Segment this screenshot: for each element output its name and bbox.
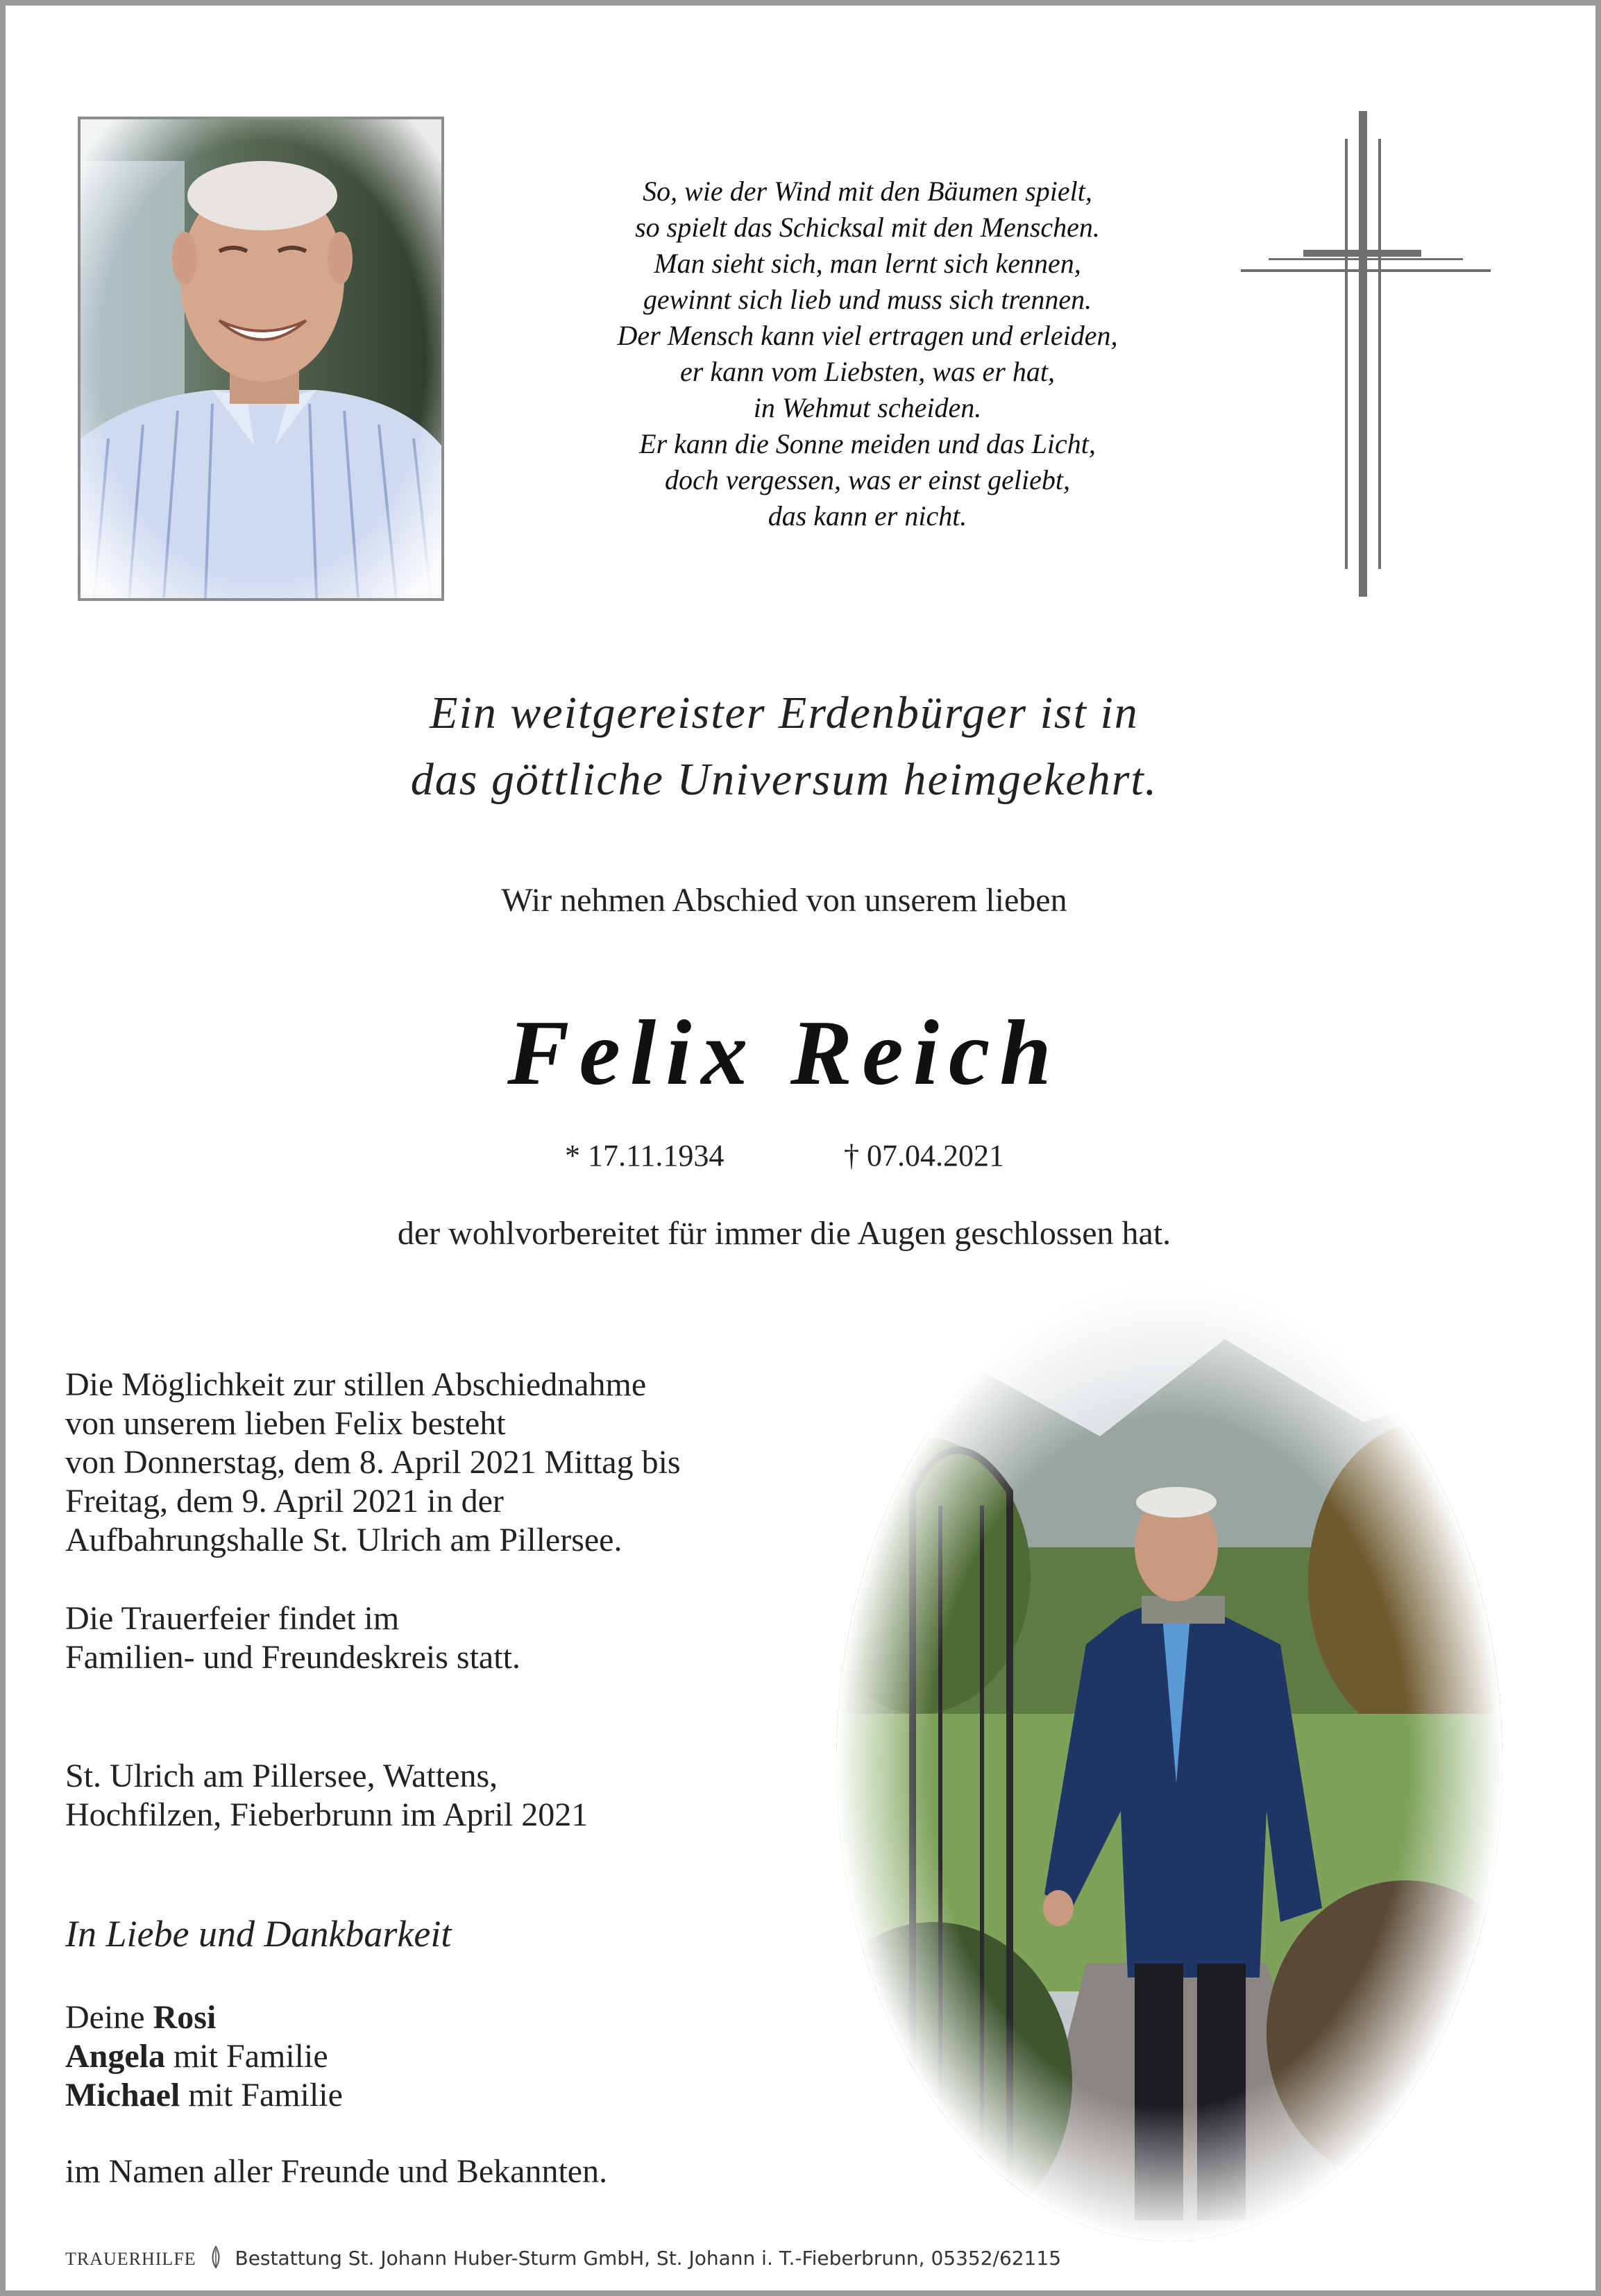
farewell-info bbox=[65, 1366, 681, 1560]
motto bbox=[278, 680, 1291, 813]
info-line: von Donnerstag, dem 8. April 2021 Mittag bis bbox=[65, 1444, 681, 1481]
poem-line: doch vergessen, was er einst geliebt, bbox=[665, 464, 1070, 495]
garden-photo bbox=[836, 1284, 1502, 2241]
poem-line: Man sieht sich, man lernt sich kennen, bbox=[654, 248, 1081, 279]
footer bbox=[65, 2245, 1061, 2270]
place-date bbox=[65, 1757, 588, 1835]
poem-line: So, wie der Wind mit den Bäumen spielt, bbox=[643, 176, 1092, 207]
poem-line: gewinnt sich lieb und muss sich trennen. bbox=[643, 284, 1092, 315]
poem bbox=[486, 173, 1249, 534]
info-line: Hochfilzen, Fieberbrunn im April 2021 bbox=[65, 1796, 588, 1833]
motto-line: das göttliche Universum heimgekehrt. bbox=[410, 754, 1158, 805]
leaf-icon bbox=[208, 2245, 223, 2269]
mourner-line bbox=[65, 1998, 343, 2037]
mourners-list bbox=[65, 1998, 343, 2115]
portrait-illustration bbox=[81, 119, 441, 598]
poem-line: in Wehmut scheiden. bbox=[753, 392, 982, 423]
mourner-prefix: Deine bbox=[65, 1999, 145, 2036]
poem-line: Er kann die Sonne meiden und das Licht, bbox=[639, 428, 1096, 459]
info-line: Familien- und Freundeskreis statt. bbox=[65, 1639, 520, 1676]
deceased-name: Felix Reich bbox=[507, 1001, 1061, 1104]
footer-text: Bestattung St. Johann Huber-Sturm GmbH, St. Johann i. T.-Fieberbrunn, 05352/62115 bbox=[235, 2247, 1062, 2270]
portrait-photo bbox=[78, 117, 444, 601]
info-line: Aufbahrungshalle St. Ulrich am Pillersee. bbox=[65, 1522, 622, 1558]
dankbarkeit-heading: In Liebe und Dankbarkeit bbox=[65, 1913, 452, 1955]
info-line: Die Trauerfeier findet im bbox=[65, 1600, 400, 1637]
ceremony-info bbox=[65, 1599, 520, 1677]
closing-text: der wohlvorbereitet für immer die Augen geschlossen hat. bbox=[397, 1215, 1171, 1252]
info-line: von unserem lieben Felix besteht bbox=[65, 1405, 506, 1442]
mourner-name: Rosi bbox=[153, 1999, 217, 2036]
mourner-name: Michael bbox=[65, 2077, 180, 2114]
footer-brand: TRAUERHILFE bbox=[65, 2249, 196, 2269]
poem-line: so spielt das Schicksal mit den Menschen. bbox=[635, 212, 1100, 243]
motto-line: Ein weitgereister Erdenbürger ist in bbox=[430, 688, 1139, 738]
info-line: Freitag, dem 9. April 2021 in der bbox=[65, 1483, 504, 1520]
mourner-line bbox=[65, 2076, 343, 2115]
intro-text: Wir nehmen Abschied von unserem lieben bbox=[501, 882, 1067, 919]
birth-date: * 17.11.1934 bbox=[565, 1139, 725, 1173]
poem-line: er kann vom Liebsten, was er hat, bbox=[680, 356, 1055, 387]
poem-line: Der Mensch kann viel ertragen und erleiden, bbox=[617, 320, 1118, 351]
mourner-line bbox=[65, 2037, 343, 2076]
friends-line: im Namen aller Freunde und Bekannten. bbox=[65, 2153, 608, 2190]
poem-line: das kann er nicht. bbox=[768, 500, 967, 532]
death-date: † 07.04.2021 bbox=[844, 1139, 1004, 1173]
mourner-suffix: mit Familie bbox=[173, 2038, 328, 2075]
info-line: Die Möglichkeit zur stillen Abschiednahme bbox=[65, 1366, 647, 1403]
info-line: St. Ulrich am Pillersee, Wattens, bbox=[65, 1758, 498, 1794]
cross-icon bbox=[1241, 111, 1491, 611]
mourner-name: Angela bbox=[65, 2038, 165, 2075]
mourner-suffix: mit Familie bbox=[188, 2077, 343, 2114]
